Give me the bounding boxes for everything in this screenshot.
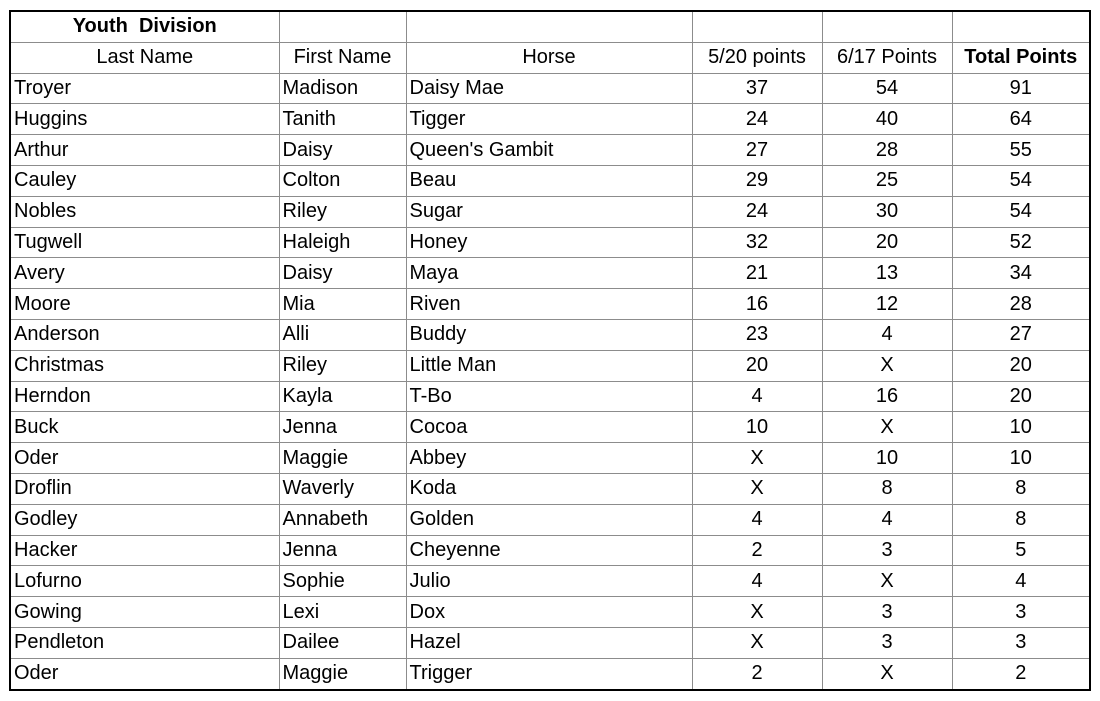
cell-last-name: Herndon: [10, 381, 279, 412]
table-row: [10, 73, 1090, 104]
cell-horse: Queen's Gambit: [406, 135, 692, 166]
cell-horse: Julio: [406, 566, 692, 597]
cell-horse: Cocoa: [406, 412, 692, 443]
table-row: [10, 350, 1090, 381]
title-row: [10, 11, 1090, 42]
cell-points-0617: 16: [822, 381, 952, 412]
table-row: [10, 412, 1090, 443]
empty-cell: [279, 11, 406, 42]
cell-points-0617: 3: [822, 597, 952, 628]
cell-horse: Beau: [406, 165, 692, 196]
cell-points-0617: X: [822, 566, 952, 597]
cell-points-0520: 37: [692, 73, 822, 104]
cell-total-points: 27: [952, 319, 1090, 350]
table-row: [10, 535, 1090, 566]
cell-first-name: Jenna: [279, 412, 406, 443]
cell-total-points: 55: [952, 135, 1090, 166]
cell-points-0520: X: [692, 443, 822, 474]
cell-points-0617: 30: [822, 196, 952, 227]
cell-first-name: Waverly: [279, 473, 406, 504]
header-total-points: Total Points: [952, 42, 1090, 73]
cell-total-points: 8: [952, 504, 1090, 535]
table-row: [10, 658, 1090, 689]
header-horse: Horse: [406, 42, 692, 73]
cell-horse: Hazel: [406, 627, 692, 658]
cell-first-name: Kayla: [279, 381, 406, 412]
cell-total-points: 10: [952, 412, 1090, 443]
cell-points-0617: 8: [822, 473, 952, 504]
cell-total-points: 10: [952, 443, 1090, 474]
standings-table: [9, 10, 1091, 691]
cell-points-0520: 4: [692, 566, 822, 597]
cell-horse: Buddy: [406, 319, 692, 350]
cell-first-name: Lexi: [279, 597, 406, 628]
cell-last-name: Oder: [10, 658, 279, 689]
cell-total-points: 3: [952, 597, 1090, 628]
cell-last-name: Huggins: [10, 104, 279, 135]
cell-last-name: Buck: [10, 412, 279, 443]
cell-points-0520: X: [692, 597, 822, 628]
cell-total-points: 64: [952, 104, 1090, 135]
cell-first-name: Riley: [279, 196, 406, 227]
table-row: [10, 135, 1090, 166]
cell-first-name: Dailee: [279, 627, 406, 658]
cell-last-name: Hacker: [10, 535, 279, 566]
cell-points-0617: 4: [822, 319, 952, 350]
cell-total-points: 3: [952, 627, 1090, 658]
table-row: [10, 597, 1090, 628]
cell-first-name: Daisy: [279, 135, 406, 166]
empty-cell: [692, 11, 822, 42]
header-first-name: First Name: [279, 42, 406, 73]
cell-first-name: Daisy: [279, 258, 406, 289]
cell-last-name: Gowing: [10, 597, 279, 628]
table-row: [10, 104, 1090, 135]
cell-points-0617: 3: [822, 627, 952, 658]
cell-last-name: Nobles: [10, 196, 279, 227]
cell-points-0520: X: [692, 473, 822, 504]
empty-cell: [406, 11, 692, 42]
cell-horse: Cheyenne: [406, 535, 692, 566]
cell-horse: Little Man: [406, 350, 692, 381]
cell-horse: Honey: [406, 227, 692, 258]
cell-last-name: Tugwell: [10, 227, 279, 258]
empty-cell: [952, 11, 1090, 42]
cell-points-0520: 20: [692, 350, 822, 381]
cell-points-0617: 3: [822, 535, 952, 566]
cell-points-0520: 16: [692, 289, 822, 320]
cell-points-0520: 29: [692, 165, 822, 196]
cell-points-0617: 25: [822, 165, 952, 196]
cell-horse: Tigger: [406, 104, 692, 135]
cell-first-name: Haleigh: [279, 227, 406, 258]
cell-first-name: Madison: [279, 73, 406, 104]
cell-points-0617: 40: [822, 104, 952, 135]
cell-total-points: 20: [952, 350, 1090, 381]
cell-horse: Golden: [406, 504, 692, 535]
cell-first-name: Sophie: [279, 566, 406, 597]
cell-horse: Riven: [406, 289, 692, 320]
table-row: [10, 289, 1090, 320]
cell-horse: Trigger: [406, 658, 692, 689]
cell-points-0617: 54: [822, 73, 952, 104]
cell-first-name: Maggie: [279, 658, 406, 689]
cell-last-name: Anderson: [10, 319, 279, 350]
cell-points-0617: 20: [822, 227, 952, 258]
table-row: [10, 473, 1090, 504]
table-row: [10, 381, 1090, 412]
table-row: [10, 443, 1090, 474]
header-points-0617: 6/17 Points: [822, 42, 952, 73]
cell-last-name: Godley: [10, 504, 279, 535]
cell-points-0520: 2: [692, 658, 822, 689]
cell-points-0617: 4: [822, 504, 952, 535]
cell-first-name: Maggie: [279, 443, 406, 474]
header-row: [10, 42, 1090, 73]
cell-points-0520: 4: [692, 504, 822, 535]
cell-first-name: Annabeth: [279, 504, 406, 535]
cell-last-name: Moore: [10, 289, 279, 320]
cell-points-0617: X: [822, 412, 952, 443]
cell-points-0617: 12: [822, 289, 952, 320]
table-row: [10, 566, 1090, 597]
header-points-0520: 5/20 points: [692, 42, 822, 73]
cell-last-name: Arthur: [10, 135, 279, 166]
table-row: [10, 627, 1090, 658]
cell-first-name: Riley: [279, 350, 406, 381]
cell-horse: Maya: [406, 258, 692, 289]
table-row: [10, 165, 1090, 196]
cell-total-points: 28: [952, 289, 1090, 320]
cell-first-name: Alli: [279, 319, 406, 350]
cell-last-name: Lofurno: [10, 566, 279, 597]
cell-total-points: 4: [952, 566, 1090, 597]
cell-points-0617: 13: [822, 258, 952, 289]
cell-horse: Koda: [406, 473, 692, 504]
cell-points-0520: 2: [692, 535, 822, 566]
cell-points-0520: 32: [692, 227, 822, 258]
cell-points-0520: X: [692, 627, 822, 658]
cell-horse: Daisy Mae: [406, 73, 692, 104]
header-last-name: Last Name: [10, 42, 279, 73]
cell-last-name: Troyer: [10, 73, 279, 104]
cell-total-points: 54: [952, 165, 1090, 196]
cell-points-0520: 24: [692, 196, 822, 227]
cell-total-points: 5: [952, 535, 1090, 566]
cell-last-name: Cauley: [10, 165, 279, 196]
empty-cell: [822, 11, 952, 42]
cell-first-name: Mia: [279, 289, 406, 320]
cell-total-points: 8: [952, 473, 1090, 504]
cell-last-name: Avery: [10, 258, 279, 289]
cell-total-points: 54: [952, 196, 1090, 227]
cell-total-points: 20: [952, 381, 1090, 412]
table-row: [10, 258, 1090, 289]
cell-points-0520: 21: [692, 258, 822, 289]
cell-points-0520: 27: [692, 135, 822, 166]
cell-points-0520: 24: [692, 104, 822, 135]
cell-last-name: Pendleton: [10, 627, 279, 658]
cell-points-0617: X: [822, 350, 952, 381]
cell-points-0617: X: [822, 658, 952, 689]
cell-total-points: 52: [952, 227, 1090, 258]
cell-horse: Sugar: [406, 196, 692, 227]
cell-points-0520: 4: [692, 381, 822, 412]
table-row: [10, 227, 1090, 258]
division-title: Youth Division: [10, 11, 279, 42]
cell-points-0520: 10: [692, 412, 822, 443]
table-row: [10, 196, 1090, 227]
cell-points-0617: 28: [822, 135, 952, 166]
cell-total-points: 34: [952, 258, 1090, 289]
cell-last-name: Oder: [10, 443, 279, 474]
cell-first-name: Colton: [279, 165, 406, 196]
cell-first-name: Jenna: [279, 535, 406, 566]
cell-horse: Dox: [406, 597, 692, 628]
cell-horse: T-Bo: [406, 381, 692, 412]
cell-horse: Abbey: [406, 443, 692, 474]
cell-points-0520: 23: [692, 319, 822, 350]
table-row: [10, 319, 1090, 350]
cell-last-name: Christmas: [10, 350, 279, 381]
table-row: [10, 504, 1090, 535]
cell-total-points: 2: [952, 658, 1090, 689]
cell-first-name: Tanith: [279, 104, 406, 135]
cell-points-0617: 10: [822, 443, 952, 474]
cell-total-points: 91: [952, 73, 1090, 104]
cell-last-name: Droflin: [10, 473, 279, 504]
